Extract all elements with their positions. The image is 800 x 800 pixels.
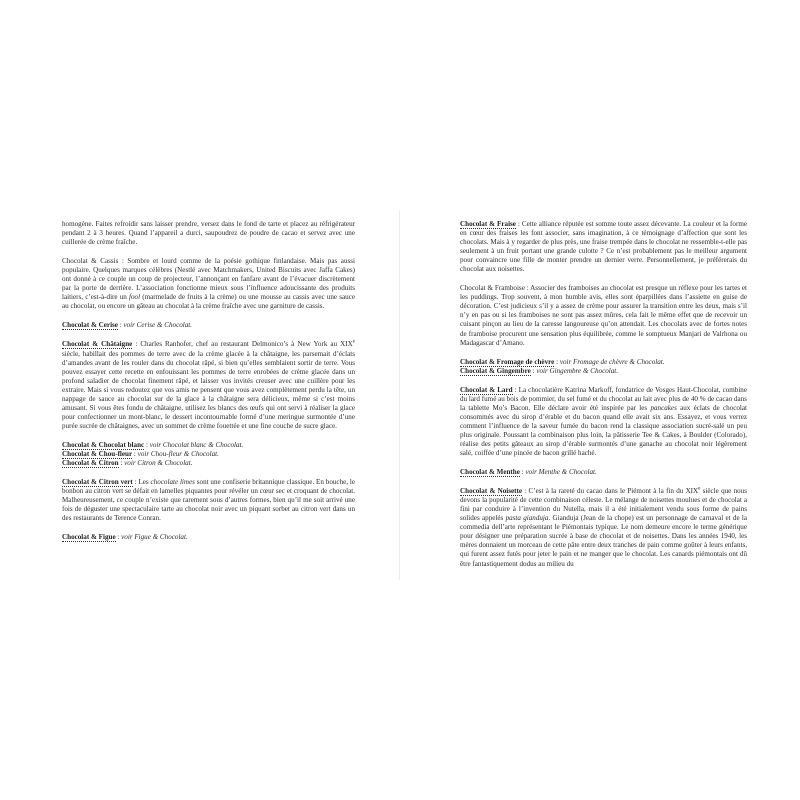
entry-figue: Chocolat & Figue : voir Figue & Chocolat.	[62, 533, 188, 542]
entry-gingembre: Chocolat & Gingembre : voir Gingembre & Chocolat.	[460, 366, 619, 375]
cross-reference: voir Cerise & Chocolat.	[123, 321, 193, 330]
entry-heading: Chocolat & Menthe	[460, 468, 520, 477]
entry-heading: Chocolat & Chocolat blanc	[62, 440, 145, 449]
entry-heading: Chocolat & Lard	[460, 385, 513, 394]
cross-reference: voir Menthe & Chocolat.	[525, 468, 597, 477]
entry-cerise: Chocolat & Cerise : voir Cerise & Chocolat.	[62, 321, 193, 330]
entry-fraise: Chocolat & Fraise : Cette alliance réputée est somme toute assez décevante. La couleur et la forme en cœur des fraises les font associer, sans imagination, à ce témoignage d’affection que sont les chocolats. Mais à y regarder de plus près, une fraise trempée dans le chocolat ne ressemble-t-elle pas seulement à un fruit portant une grande culotte ? Ce n’est probablement pas le meilleur argument pour convaincre une fille de monter prendre un dernier verre. Personnellement, je préférerais du chocolat aux noisettes.	[460, 220, 747, 274]
paragraph-homogene: homogène. Faites refroidir sans laisser prendre, versez dans le fond de tarte et placez au réfrigérateur pendant 2 à 3 heures. Quand l’appareil a durci, saupoudrez de poudre de cacao et servez avec une cuillerée de crème fraîche.	[62, 220, 355, 247]
entry-heading: Chocolat & Citron	[62, 459, 119, 468]
cross-reference: voir Chou-fleur & Chocolat.	[137, 449, 219, 458]
entry-citron: Chocolat & Citron : voir Citron & Chocolat.	[62, 459, 193, 468]
cross-reference: voir Fromage de chèvre & Chocolat.	[559, 357, 665, 366]
entry-heading: Chocolat & Gingembre	[460, 366, 531, 375]
entry-heading: Chocolat & Fromage de chèvre	[460, 357, 555, 366]
left-page	[62, 220, 355, 552]
entry-heading: Chocolat & Fraise	[460, 220, 516, 228]
entry-cassis: Chocolat & Cassis : Sombre et lourd comme de la poésie gothique finlandaise. Mais pas aussi populaire. Quelques marques célèbres (Nestlé avec Matchmakers, United Biscuits avec Jaffa Cakes) ont donné à ce couple un coup de projecteur, l’annonçant en fanfare avant de l’évacuer discrètement par la porte de derrière. L’association fonctionne mieux sous l’influence adoucissante des produits laitiers, c’est-à-dire un fool (marmelade de fruits à la crème) ou une mousse au cassis avec une sauce au chocolat, ou encore un gâteau au chocolat à la crème fraîche avec une garniture de cassis.	[62, 257, 355, 311]
right-page	[460, 220, 747, 579]
cross-reference: voir Gingembre & Chocolat.	[536, 366, 619, 375]
entry-chocolat-blanc: Chocolat & Chocolat blanc : voir Chocolat blanc & Chocolat.	[62, 440, 244, 449]
entry-lard: Chocolat & Lard : La chocolatière Katrina Markoff, fondatrice de Vosges Haut-Chocolat, combine du lard fumé au bois de pommier, du sel fumé et du chocolat au lait avec plus de 40 % de cacao dans la tablette Mo’s Bacon. Elle déclare avoir été inspirée par les pancakes aux éclats de chocolat consommés avec du sirop d’érable et du bacon quand elle avait six ans. Essayez, et vous verrez comment l’influence de la saveur fumée du bacon rend la classique association sucré-salé un peu plus originale. Poussant la combinaison plus loin, la pâtisserie Tee & Cakes, à Boulder (Colorado), réalise des petits gâteaux au sirop d’érable surmontés d’une ganache au chocolat noir légèrement salé, coiffée d’une pincée de bacon grillé haché.	[460, 385, 747, 458]
entry-heading: Chocolat & Châtaigne	[62, 340, 133, 349]
cross-reference: voir Citron & Chocolat.	[124, 459, 193, 468]
entry-heading: Chocolat & Cerise	[62, 321, 118, 330]
entry-citron-vert: Chocolat & Citron vert : Les chocolate limes sont une confiserie britannique classique. En bouche, le bonbon au citron vert se défait en lamelles piquantes pour révéler un cœur sec et croquant de chocolat. Malheureusement, ce couple n’existe que rarement sous d’autres formes, bien qu’il me soit arrivé une fois de déguster une spectaculaire tarte au chocolat noir avec un piquant sorbet au citron vert dans un des restaurants de Terence Conran.	[62, 478, 355, 523]
entry-heading: Chocolat & Citron vert	[62, 478, 133, 487]
cross-reference: voir Chocolat blanc & Chocolat.	[149, 440, 244, 449]
page-fold	[399, 210, 400, 580]
entry-heading: Chocolat & Figue	[62, 533, 116, 542]
entry-heading: Chocolat & Noisette	[460, 487, 523, 496]
entry-heading: Chocolat & Chou-fleur	[62, 449, 133, 458]
entry-menthe: Chocolat & Menthe : voir Menthe & Chocolat.	[460, 468, 597, 477]
entry-chataigne: Chocolat & Châtaigne : Charles Ranhofer, chef au restaurant Delmonico’s à New York au XIXe siècle, habillait des pommes de terre avec de la crème glacée à la châtaigne, les parsemait d’éclats d’amandes avant de les rouler dans du chocolat râpé, si bien qu’elles semblaient sortir de terre. Vous pouvez essayer cette recette en enfouissant les pommes de terre enrobées de crème glacée dans un profond saladier de chocolat finement râpé, et laisser vos invités creuser avec une cuillère pour les extraire. Mais si vous redoutez que vos amis ne pensent que vous avez complètement perdu la tête, un nappage de sauce au chocolat sur de la glace à la châtaigne sera délicieux, même si c’est moins amusant. Si vous êtes fondu de châtaigne, utilisez les blancs des œufs qui ont servi à réaliser la glace pour confectionner un mont-blanc, le dessert incontournable formé d’une meringue surmontée d’une purée sucrée de châtaignes, avec un sommet de crème fouettée et une fine couche de sucre glace.	[62, 340, 355, 430]
entry-noisette: Chocolat & Noisette : C’est à la rareté du cacao dans le Piémont à la fin du XIXe siècle que nous devons la popularité de cette combinaison céleste. Le mélange de noisettes moulues et de chocolat a fini par conduire à l’invention du Nutella, mais il a été initialement vendu sous forme de pains solides appelés pasta gianduja. Gianduja (Jean de la chope) est un personnage de carnaval et de la commedia dell’arte représentant le Piémontais typique. Le nom demeure encore le terme générique pour désigner une préparation sucrée à base de chocolat et de noisettes. Dans les années 1940, les mères donnaient un morceau de cette pâte entre deux tranches de pain comme goûter à leurs enfants, qui furent assez futés pour jeter le pain et ne manger que le chocolat. Les canards piémontais ont dû être fantastiquement dodus au milieu du	[460, 486, 747, 568]
cross-reference: voir Figue & Chocolat.	[121, 533, 188, 542]
entry-framboise: Chocolat & Framboise : Associer des framboises au chocolat est presque un réflexe pour les tartes et les puddings. Trop souvent, à mon humble avis, elles sont éparpillées dans l’assiette en guise de décoration. C’est judicieux s’il y a assez de crème pour assurer la transition entre les deux, mais s’il n’y en pas ou si les framboises ne sont pas assez mûres, cela fait le même effet que de recevoir un cuisant pinçon au lieu de la caresse langoureuse qu’on attendait. Les chocolats avec de fortes notes de framboise procurent une sensation plus équilibrée, comme le somptueux Manjari de Valrhona ou Madagascar d’Amano.	[460, 284, 747, 347]
entry-chou-fleur: Chocolat & Chou-fleur : voir Chou-fleur & Chocolat.	[62, 449, 219, 458]
entry-fromage-de-chevre: Chocolat & Fromage de chèvre : voir Fromage de chèvre & Chocolat.	[460, 357, 665, 366]
